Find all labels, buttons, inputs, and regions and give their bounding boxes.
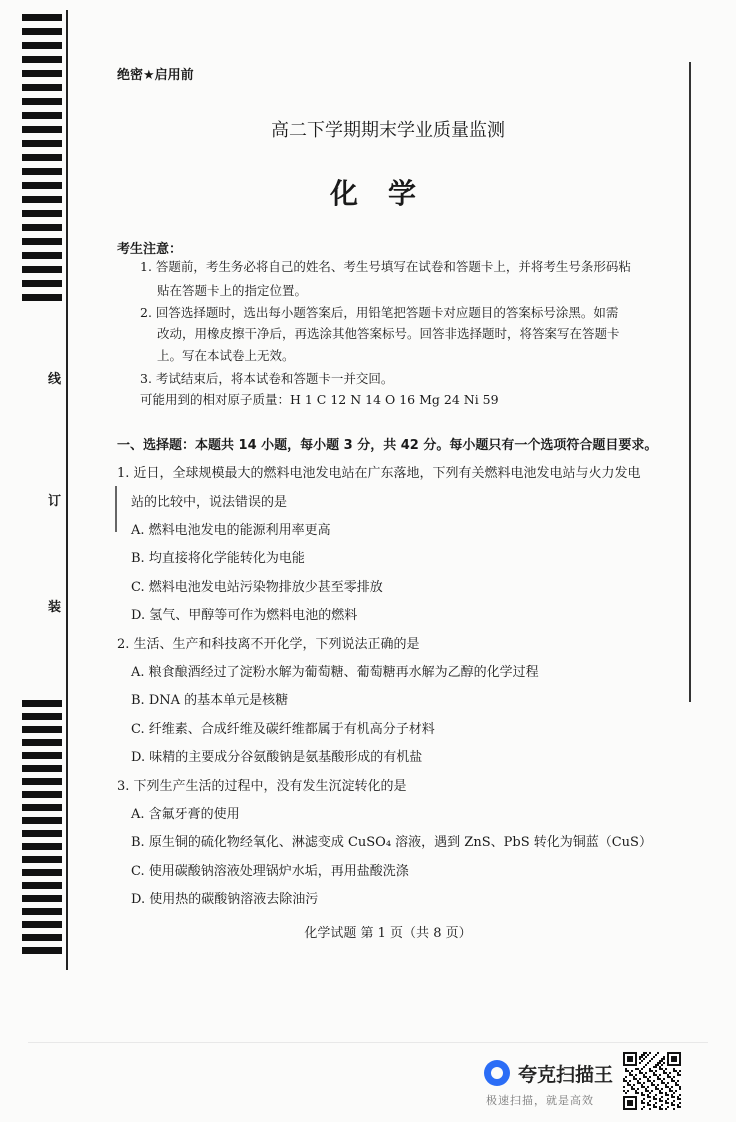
- notice-item: 改动，用橡皮擦干净后，再选涂其他答案标号。回答非选择题时，将答案写在答题卡: [157, 326, 620, 341]
- question-3-option-a: A. 含氟牙膏的使用: [131, 807, 240, 822]
- binding-bar: [22, 98, 62, 105]
- binding-bar: [22, 713, 62, 720]
- binding-bar: [22, 817, 62, 824]
- question-1-option-d: D. 氢气、甲醇等可作为燃料电池的燃料: [131, 608, 358, 623]
- binding-bar: [22, 238, 62, 245]
- binding-bar: [22, 154, 62, 161]
- binding-char-zhuang: 装: [48, 600, 62, 615]
- question-1-option-c: C. 燃料电池发电站污染物排放少甚至零排放: [131, 580, 383, 595]
- binding-bar: [22, 266, 62, 273]
- margin-mark: [115, 486, 117, 532]
- page-footer: 化学试题 第 1 页（共 8 页）: [304, 926, 472, 941]
- binding-line: [66, 10, 68, 970]
- binding-bar: [22, 700, 62, 707]
- scanner-logo-icon: [484, 1060, 510, 1086]
- secret-label: 绝密★启用前: [117, 68, 194, 83]
- binding-bar: [22, 56, 62, 63]
- question-3-option-d: D. 使用热的碳酸钠溶液去除油污: [131, 892, 319, 907]
- binding-strip: [22, 0, 68, 970]
- question-1-stem: 1. 近日，全球规模最大的燃料电池发电站在广东落地，下列有关燃料电池发电站与火力发电: [117, 466, 641, 481]
- qr-code-icon: [623, 1052, 681, 1110]
- binding-bar: [22, 804, 62, 811]
- notice-title: 考生注意：: [117, 242, 183, 257]
- binding-bar: [22, 42, 62, 49]
- binding-bar: [22, 70, 62, 77]
- binding-char-ding: 订: [48, 494, 62, 509]
- question-3-stem: 3. 下列生产生活的过程中，没有发生沉淀转化的是: [117, 779, 407, 794]
- exam-title: 高二下学期期末学业质量监测: [271, 120, 505, 141]
- binding-bar: [22, 294, 62, 301]
- binding-bar: [22, 84, 62, 91]
- binding-bar: [22, 739, 62, 746]
- notice-item: 1. 答题前，考生务必将自己的姓名、考生号填写在试卷和答题卡上，并将考生号条形码粘: [140, 259, 631, 274]
- notice-item: 贴在答题卡上的指定位置。: [157, 283, 308, 298]
- scanner-brand-name: 夸克扫描王: [518, 1064, 614, 1086]
- binding-bar: [22, 778, 62, 785]
- binding-bar: [22, 908, 62, 915]
- question-2-option-b: B. DNA 的基本单元是核糖: [131, 693, 289, 708]
- question-3-option-b: B. 原生铜的硫化物经氧化、淋滤变成 CuSO₄ 溶液，遇到 ZnS、PbS 转化为铜蓝（CuS）: [131, 835, 652, 850]
- scan-divider: [28, 1042, 708, 1043]
- binding-bar: [22, 856, 62, 863]
- scanner-slogan: 极速扫描，就是高效: [486, 1094, 594, 1107]
- question-3-option-c: C. 使用碳酸钠溶液处理锅炉水垢，再用盐酸洗涤: [131, 864, 409, 879]
- binding-bar: [22, 843, 62, 850]
- binding-bar: [22, 791, 62, 798]
- binding-bar: [22, 280, 62, 287]
- binding-bar: [22, 14, 62, 21]
- notice-item: 上。写在本试卷上无效。: [157, 348, 295, 363]
- binding-bar: [22, 947, 62, 954]
- right-margin-line: [689, 62, 691, 702]
- binding-bar: [22, 726, 62, 733]
- question-2-option-a: A. 粮食酿酒经过了淀粉水解为葡萄糖、葡萄糖再水解为乙醇的化学过程: [131, 665, 539, 680]
- question-1-option-b: B. 均直接将化学能转化为电能: [131, 551, 305, 566]
- binding-bar: [22, 882, 62, 889]
- notice-item: 3. 考试结束后，将本试卷和答题卡一并交回。: [140, 371, 394, 386]
- notice-item: 2. 回答选择题时，选出每小题答案后，用铅笔把答题卡对应题目的答案标号涂黑。如需: [140, 305, 619, 320]
- binding-bar: [22, 224, 62, 231]
- binding-bar: [22, 28, 62, 35]
- binding-bar: [22, 895, 62, 902]
- binding-bar: [22, 830, 62, 837]
- question-2-stem: 2. 生活、生产和科技离不开化学，下列说法正确的是: [117, 637, 420, 652]
- binding-char-xian: 线: [48, 372, 62, 387]
- question-2-option-d: D. 味精的主要成分谷氨酸钠是氨基酸形成的有机盐: [131, 750, 423, 765]
- binding-bar: [22, 252, 62, 259]
- section-heading: 一、选择题：本题共 14 小题，每小题 3 分，共 42 分。每小题只有一个选项符合题目要求。: [117, 438, 658, 453]
- binding-bar: [22, 765, 62, 772]
- binding-bar: [22, 752, 62, 759]
- binding-bar: [22, 869, 62, 876]
- scanner-watermark: [484, 1056, 619, 1112]
- question-2-option-c: C. 纤维素、合成纤维及碳纤维都属于有机高分子材料: [131, 722, 435, 737]
- subject-title: 化学: [329, 177, 446, 210]
- atomic-masses: 可能用到的相对原子质量：H 1 C 12 N 14 O 16 Mg 24 Ni 59: [140, 392, 499, 407]
- question-1-stem-cont: 站的比较中，说法错误的是: [131, 495, 288, 510]
- question-1-option-a: A. 燃料电池发电的能源利用率更高: [131, 523, 331, 538]
